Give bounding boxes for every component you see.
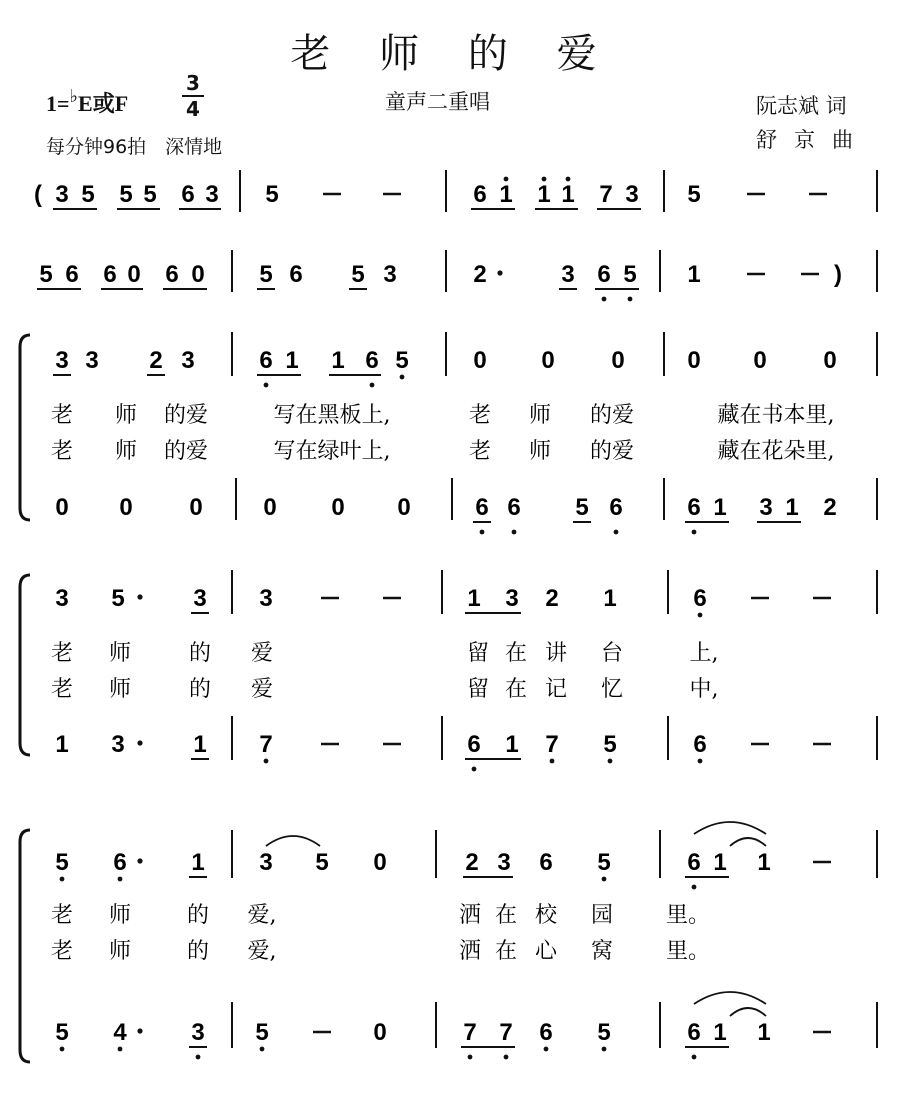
time-denominator: 4 [186, 97, 200, 121]
lyric-s5-line1: 里。 [665, 903, 711, 928]
high-octave-dot [566, 177, 571, 182]
augmentation-dot [137, 594, 142, 599]
low-octave-dot [628, 297, 633, 302]
lyric-s4-line1: 讲 [544, 641, 568, 666]
high-octave-dot [542, 177, 547, 182]
low-octave-dot [698, 759, 703, 764]
note-3: 3 [55, 585, 69, 612]
note-0: 0 [473, 347, 487, 374]
note-3: 3 [181, 347, 195, 374]
lyric-s5-line1: 洒 [458, 903, 482, 928]
lyric-s3-line2: 藏在花朵里, [717, 439, 835, 464]
lyric-s3-line2: 师 [528, 439, 552, 464]
note-2: 2 [545, 585, 559, 612]
note-6: 6 [475, 494, 489, 521]
note-0: 0 [373, 1019, 387, 1046]
note-5: 5 [143, 181, 157, 208]
note-6: 6 [687, 1019, 701, 1046]
tie-slur [730, 838, 766, 846]
note-0: 0 [687, 347, 701, 374]
key-text: E或F [78, 91, 129, 116]
note-5: 5 [39, 261, 53, 288]
note-0: 0 [191, 261, 205, 288]
lyric-s3-line2: 老 [50, 439, 74, 464]
note-6: 6 [507, 494, 521, 521]
lyric-s5-line2: 洒 [458, 939, 482, 964]
low-octave-dot [400, 375, 405, 380]
lyric-s4-line1: 台 [600, 641, 624, 666]
note-5: 5 [111, 585, 125, 612]
note-0: 0 [55, 494, 69, 521]
note-3: 3 [759, 494, 773, 521]
note-1: 1 [193, 731, 207, 758]
lyric-s4-line2: 老 [50, 677, 74, 702]
note-1: 1 [713, 849, 727, 876]
note-1: 1 [757, 1019, 771, 1046]
note-0: 0 [119, 494, 133, 521]
note-6: 6 [539, 1019, 553, 1046]
note-3: 3 [497, 849, 511, 876]
note-5: 5 [351, 261, 365, 288]
note-1: 1 [757, 849, 771, 876]
low-octave-dot [608, 759, 613, 764]
low-octave-dot [602, 877, 607, 882]
lyric-s5-line2: 心 [534, 939, 558, 964]
note-3: 3 [625, 181, 639, 208]
lyric-s3-line2: 老 [468, 439, 492, 464]
note-1: 1 [467, 585, 481, 612]
lyric-s4-line2: 在 [504, 677, 528, 702]
note-3: 3 [193, 585, 207, 612]
lyric-s5-line1: 的 [186, 903, 210, 928]
note-1: 1 [687, 261, 701, 288]
low-octave-dot [260, 1047, 265, 1052]
low-octave-dot [264, 759, 269, 764]
note-6: 6 [113, 849, 127, 876]
note-5: 5 [259, 261, 273, 288]
low-octave-dot [544, 1047, 549, 1052]
note-6: 6 [687, 849, 701, 876]
lyric-s5-line1: 在 [494, 903, 518, 928]
note-3: 3 [205, 181, 219, 208]
note-3: 3 [191, 1019, 205, 1046]
note-1: 1 [285, 347, 299, 374]
note-0: 0 [373, 849, 387, 876]
lyric-s4-line1: 爱 [250, 641, 274, 666]
note-0: 0 [611, 347, 625, 374]
note-3: 3 [259, 849, 273, 876]
lyric-s3-line1: 师 [114, 403, 138, 428]
note-1: 1 [537, 181, 551, 208]
note-6: 6 [165, 261, 179, 288]
low-octave-dot [614, 530, 619, 535]
intro-open-paren: ( [34, 181, 42, 208]
note-1: 1 [713, 1019, 727, 1046]
note-7: 7 [259, 731, 273, 758]
note-7: 7 [499, 1019, 513, 1046]
note-6: 6 [473, 181, 487, 208]
lyric-s5-line1: 校 [534, 903, 558, 928]
lyric-s5-line2: 老 [50, 939, 74, 964]
low-octave-dot [60, 877, 65, 882]
note-5: 5 [597, 1019, 611, 1046]
high-octave-dot [504, 177, 509, 182]
song-title: 老 师 的 爱 [290, 31, 615, 77]
note-3: 3 [55, 181, 69, 208]
lyricist-credit: 阮志斌 词 [756, 94, 847, 118]
phrase-slur [694, 822, 766, 834]
augmentation-dot [137, 858, 142, 863]
note-3: 3 [111, 731, 125, 758]
note-1: 1 [713, 494, 727, 521]
lyric-s3-line1: 老 [468, 403, 492, 428]
augmentation-dot [137, 740, 142, 745]
low-octave-dot [602, 297, 607, 302]
tie-slur [266, 836, 320, 846]
note-6: 6 [597, 261, 611, 288]
note-6: 6 [103, 261, 117, 288]
key-prefix: 1= [46, 91, 70, 116]
lyric-s4-line2: 留 [466, 677, 490, 702]
low-octave-dot [468, 1055, 473, 1060]
note-5: 5 [395, 347, 409, 374]
note-1: 1 [603, 585, 617, 612]
lyric-s4-line1: 上, [689, 641, 719, 666]
note-1: 1 [191, 849, 205, 876]
lyric-s3-line2: 的爱 [589, 439, 635, 464]
note-7: 7 [599, 181, 613, 208]
low-octave-dot [692, 885, 697, 890]
lyric-s5-line2: 的 [186, 939, 210, 964]
lyric-s4-line2: 中, [689, 677, 719, 702]
lyric-s5-line2: 窝 [590, 939, 614, 964]
lyric-s5-line2: 爱, [247, 939, 277, 964]
note-6: 6 [693, 585, 707, 612]
low-octave-dot [602, 1047, 607, 1052]
augmentation-dot [137, 1028, 142, 1033]
lyric-s5-line1: 园 [590, 903, 614, 928]
note-5: 5 [575, 494, 589, 521]
lyric-s4-line1: 师 [108, 641, 132, 666]
low-octave-dot [512, 530, 517, 535]
note-6: 6 [467, 731, 481, 758]
low-octave-dot [550, 759, 555, 764]
lyric-s5-line1: 师 [108, 903, 132, 928]
note-2: 2 [149, 347, 163, 374]
lyric-s4-line2: 爱 [250, 677, 274, 702]
low-octave-dot [118, 877, 123, 882]
lyric-s5-line1: 爱, [247, 903, 277, 928]
lyric-s3-line2: 写在绿叶上, [273, 439, 391, 464]
note-6: 6 [609, 494, 623, 521]
low-octave-dot [370, 383, 375, 388]
lyric-s3-line1: 写在黑板上, [273, 403, 391, 428]
lyric-s5-line1: 老 [50, 903, 74, 928]
augmentation-dot [497, 270, 502, 275]
note-3: 3 [55, 347, 69, 374]
note-5: 5 [687, 181, 701, 208]
note-0: 0 [753, 347, 767, 374]
note-1: 1 [331, 347, 345, 374]
note-5: 5 [55, 849, 69, 876]
lyric-s3-line1: 藏在书本里, [717, 403, 835, 428]
note-6: 6 [687, 494, 701, 521]
note-3: 3 [383, 261, 397, 288]
note-1: 1 [785, 494, 799, 521]
flat-sign: ♭ [69, 86, 79, 106]
note-0: 0 [127, 261, 141, 288]
note-0: 0 [263, 494, 277, 521]
low-octave-dot [698, 613, 703, 618]
system-bracket [20, 575, 30, 755]
lyric-s5-line2: 师 [108, 939, 132, 964]
note-0: 0 [189, 494, 203, 521]
low-octave-dot [60, 1047, 65, 1052]
lyric-s3-line1: 的爱 [163, 403, 209, 428]
note-6: 6 [259, 347, 273, 374]
note-3: 3 [259, 585, 273, 612]
note-1: 1 [561, 181, 575, 208]
note-0: 0 [397, 494, 411, 521]
note-6: 6 [289, 261, 303, 288]
lyric-s4-line1: 在 [504, 641, 528, 666]
lyric-s4-line2: 的 [188, 677, 212, 702]
time-numerator: 3 [186, 71, 200, 95]
lyric-s4-line2: 师 [108, 677, 132, 702]
note-6: 6 [181, 181, 195, 208]
note-7: 7 [545, 731, 559, 758]
note-5: 5 [55, 1019, 69, 1046]
note-0: 0 [541, 347, 555, 374]
system-bracket [20, 830, 30, 1062]
low-octave-dot [692, 530, 697, 535]
note-6: 6 [539, 849, 553, 876]
lyric-s5-line2: 里。 [665, 939, 711, 964]
note-3: 3 [85, 347, 99, 374]
note-3: 3 [505, 585, 519, 612]
phrase-slur [694, 992, 766, 1004]
note-2: 2 [473, 261, 487, 288]
lyric-s4-line1: 留 [466, 641, 490, 666]
low-octave-dot [264, 383, 269, 388]
note-5: 5 [81, 181, 95, 208]
tempo-marking: 每分钟96拍 深情地 [46, 136, 223, 158]
voicing-label: 童声二重唱 [385, 90, 490, 114]
note-6: 6 [693, 731, 707, 758]
lyric-s3-line2: 师 [114, 439, 138, 464]
low-octave-dot [480, 530, 485, 535]
low-octave-dot [504, 1055, 509, 1060]
note-5: 5 [623, 261, 637, 288]
low-octave-dot [692, 1055, 697, 1060]
lyric-s4-line1: 的 [188, 641, 212, 666]
lyric-s3-line1: 师 [528, 403, 552, 428]
note-1: 1 [499, 181, 513, 208]
intro-close-paren: ) [834, 261, 842, 288]
note-5: 5 [119, 181, 133, 208]
system-bracket [20, 335, 30, 520]
lyric-s4-line1: 老 [50, 641, 74, 666]
note-5: 5 [265, 181, 279, 208]
lyric-s5-line2: 在 [494, 939, 518, 964]
note-2: 2 [465, 849, 479, 876]
note-0: 0 [331, 494, 345, 521]
lyric-s3-line1: 老 [50, 403, 74, 428]
note-6: 6 [365, 347, 379, 374]
note-6: 6 [65, 261, 79, 288]
low-octave-dot [118, 1047, 123, 1052]
note-5: 5 [603, 731, 617, 758]
note-2: 2 [823, 494, 837, 521]
composer-credit: 舒京曲 [756, 128, 870, 152]
tie-slur [730, 1008, 766, 1016]
low-octave-dot [472, 767, 477, 772]
note-3: 3 [561, 261, 575, 288]
note-1: 1 [55, 731, 69, 758]
note-5: 5 [255, 1019, 269, 1046]
lyric-s4-line2: 忆 [600, 677, 624, 702]
note-5: 5 [315, 849, 329, 876]
low-octave-dot [196, 1055, 201, 1060]
note-1: 1 [505, 731, 519, 758]
note-0: 0 [823, 347, 837, 374]
note-5: 5 [597, 849, 611, 876]
lyric-s4-line2: 记 [544, 677, 568, 702]
note-7: 7 [463, 1019, 477, 1046]
note-4: 4 [113, 1019, 127, 1046]
lyric-s3-line1: 的爱 [589, 403, 635, 428]
lyric-s3-line2: 的爱 [163, 439, 209, 464]
